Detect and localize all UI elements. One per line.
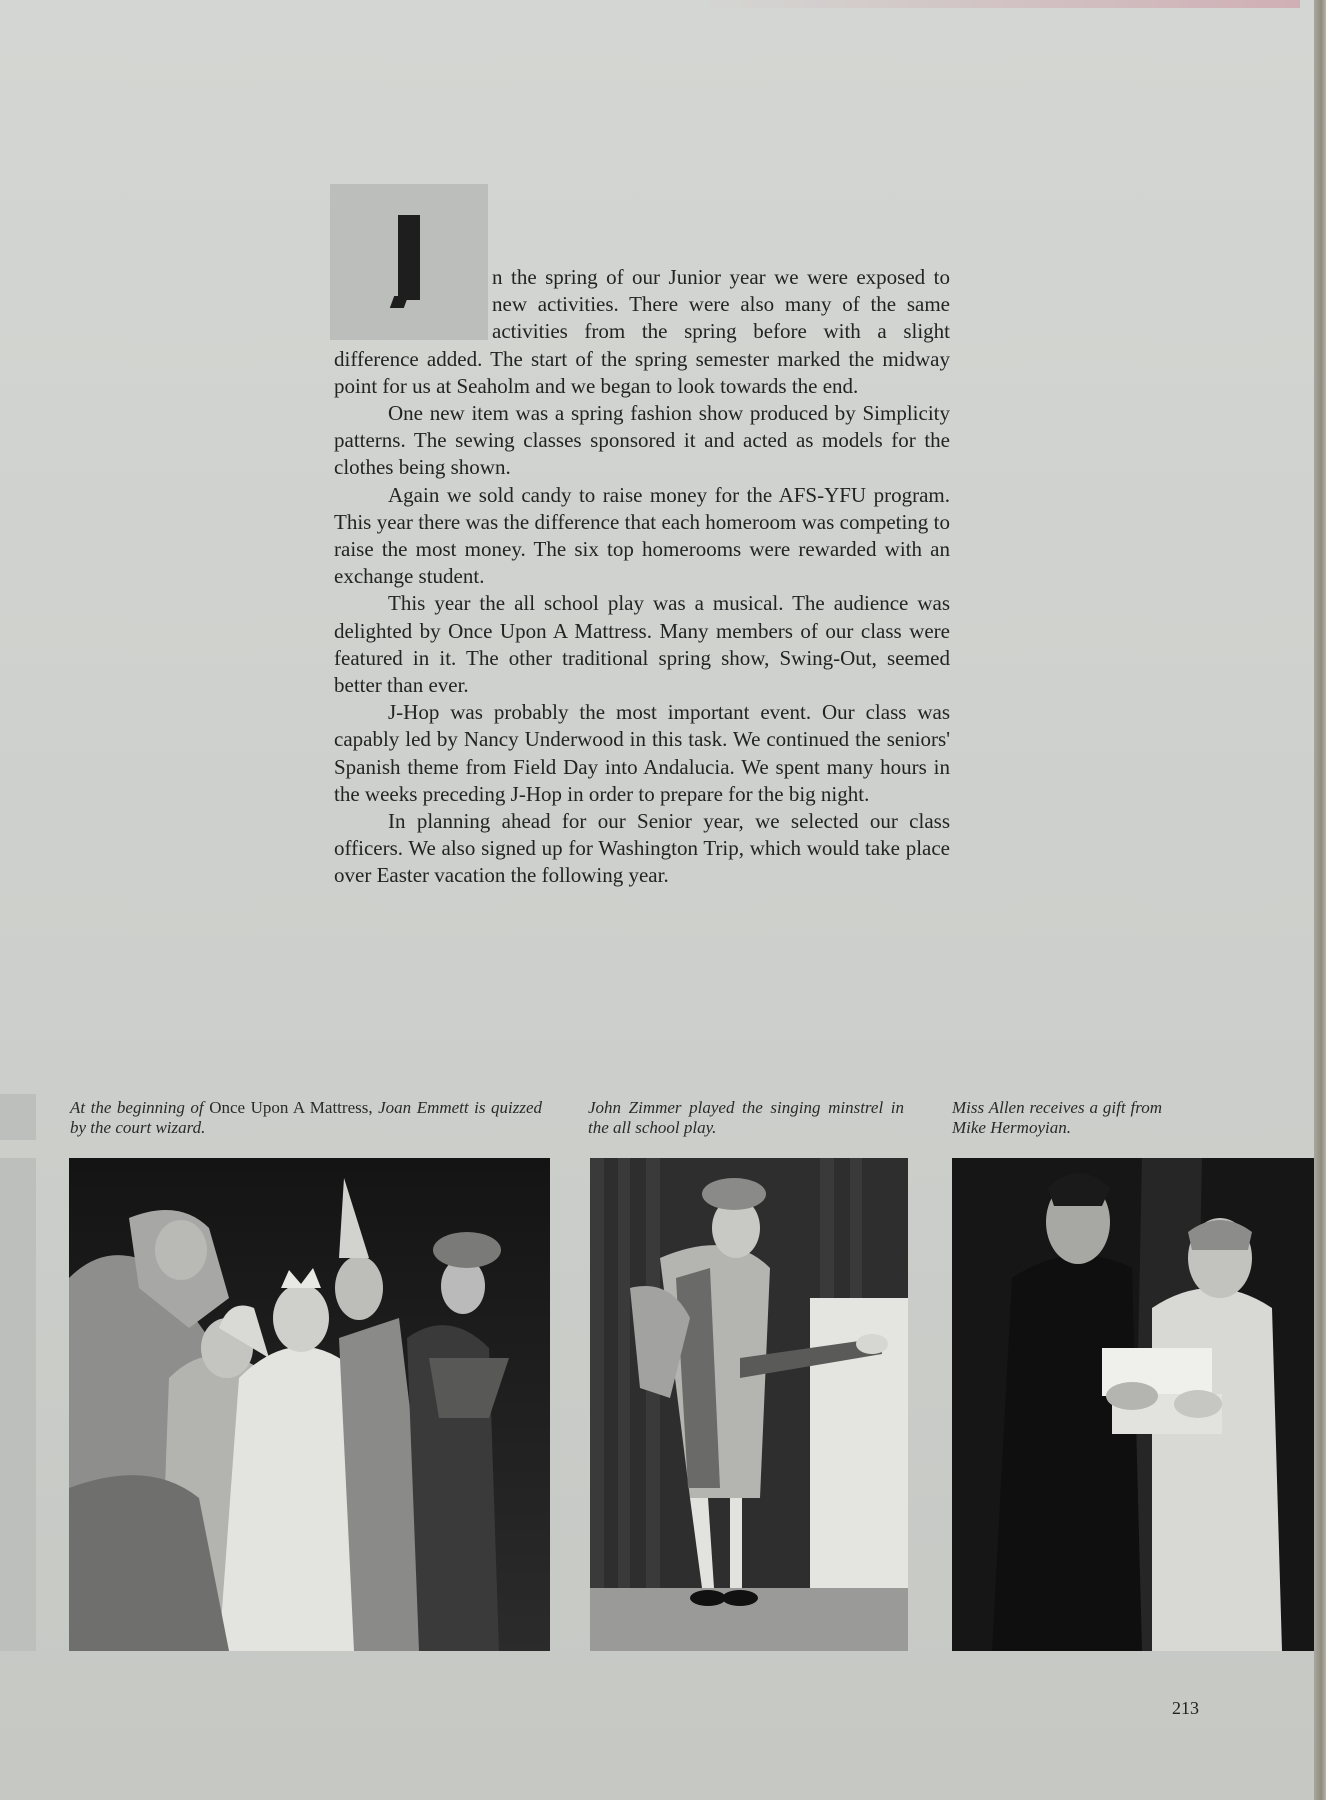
left-margin-bar <box>0 1094 36 1140</box>
article-body <box>334 264 950 890</box>
caption-left-title: Once Upon A Mattress, <box>209 1098 373 1117</box>
page-number: 213 <box>1172 1698 1199 1718</box>
photo-play-cast <box>69 1158 550 1651</box>
caption-right: Miss Allen receives a gift from Mike Hermoyian. <box>952 1098 1162 1137</box>
caption-left <box>70 1098 542 1138</box>
paragraph-5: J-Hop was probably the most important event. Our class was capably led by Nancy Underwood in this task. We continued the seniors' Spanish theme from Field Day into Andalucia. We spent many hours in the weeks preceding J-Hop in order to prepare for the big night. <box>334 700 950 806</box>
page-stain <box>700 0 1300 8</box>
caption-left-part-2: Joan Emmett is quizzed by the court wizard. <box>70 1098 543 1137</box>
paragraph-4: This year the all school play was a musical. The audience was delighted by Once Upon A Mattress. Many members of our class were featured in it. The other traditional spring show, Swing-Out, seemed better than ever. <box>334 591 950 698</box>
caption-left-part-1: At the beginning of <box>70 1098 204 1117</box>
photo-singing-minstrel-image <box>590 1158 908 1651</box>
photo-singing-minstrel <box>590 1158 908 1651</box>
paragraph-1: n the spring of our Junior year we were exposed to new activities. There were also many of the same activities from the spring before with a slight difference added. The start of the spring semester marked the midway point for us at Seaholm and we began to look towards the end. <box>334 265 950 398</box>
photo-gift <box>952 1158 1314 1651</box>
page-edge <box>1314 0 1326 1800</box>
paragraph-6: In planning ahead for our Senior year, we selected our class officers. We also signed up for Washington Trip, which would take place over Easter vacation the following year. <box>334 809 950 888</box>
photo-gift-image <box>952 1158 1314 1651</box>
paragraph-2: One new item was a spring fashion show produced by Simplicity patterns. The sewing classes sponsored it and acted as models for the clothes being shown. <box>334 401 950 480</box>
left-margin-bar-lower <box>0 1158 36 1651</box>
photo-play-cast-image <box>69 1158 550 1651</box>
paragraph-3: Again we sold candy to raise money for the AFS-YFU program. This year there was the difference that each homeroom was competing to raise the most money. The six top homerooms were rewarded with an exchange student. <box>334 482 950 589</box>
caption-middle: John Zimmer played the singing minstrel in the all school play. <box>588 1098 904 1137</box>
